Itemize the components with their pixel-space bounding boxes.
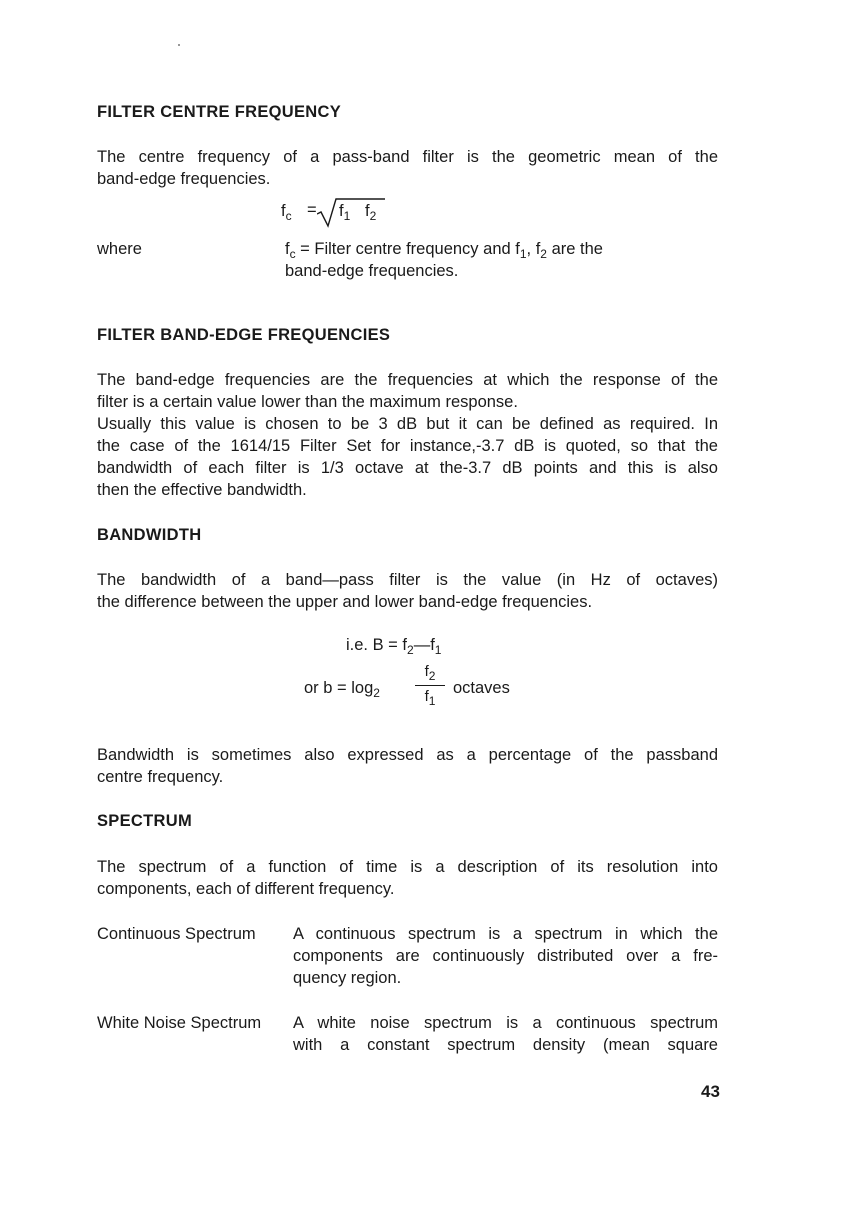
band-edge-line-1: The band-edge frequencies are the frequencies at which the response of the <box>97 371 718 389</box>
heading-centre-frequency: FILTER CENTRE FREQUENCY <box>97 103 342 121</box>
bandwidth-para-line-2: the difference between the upper and lower band-edge frequencies. <box>97 593 593 611</box>
centre-definition-line-2: band-edge frequencies. <box>285 262 459 280</box>
centre-definition-line-1: $f_c$ = Filter centre frequency and $f_1$, $f_2$ are the <box>285 240 603 261</box>
page-number: 43 <box>701 1082 720 1101</box>
fraction-numerator: $f_2$ <box>424 663 436 683</box>
band-edge-line-3: Usually this value is chosen to be 3 dB but it can be defined as required. In <box>97 415 718 433</box>
bandwidth-para-line-1: The bandwidth of a band—pass filter is the value (in Hz of octaves) <box>97 571 718 589</box>
bandwidth-equation-2: or $b = \log_2$ $f_2$ $f_1$ octaves <box>304 663 510 708</box>
heading-band-edge-frequencies: FILTER BAND-EDGE FREQUENCIES <box>97 326 391 344</box>
continuous-spectrum-def-line-2: components are continuously distributed over a fre- <box>293 947 718 965</box>
continuous-spectrum-def-line-3: quency region. <box>293 969 402 987</box>
centre-para-line-1: The centre frequency of a pass-band filter is the geometric mean of the <box>97 148 718 166</box>
spectrum-para-line-2: components, each of different frequency. <box>97 880 395 898</box>
band-edge-line-4: the case of the 1614/15 Filter Set for instance,-3.7 dB is quoted, so that the <box>97 437 718 455</box>
band-edge-line-2: filter is a certain value lower than the maximum response. <box>97 393 518 411</box>
band-edge-line-5: bandwidth of each filter is 1/3 octave at the-3.7 dB points and this is also <box>97 459 718 477</box>
centre-para-line-2: band-edge frequencies. <box>97 170 271 188</box>
bandwidth-note-line-1: Bandwidth is sometimes also expressed as a percentage of the passband <box>97 746 718 764</box>
scan-speck <box>178 44 180 46</box>
centre-frequency-formula: $f_c$ = $f_1$ $f_2$ <box>281 198 391 228</box>
bandwidth-equation-1: i.e. $B = f_2—f_1$ <box>346 636 442 657</box>
bandwidth-note-line-2: centre frequency. <box>97 768 224 786</box>
continuous-spectrum-def-line-1: A continuous spectrum is a spectrum in which the <box>293 925 718 943</box>
heading-spectrum: SPECTRUM <box>97 812 192 830</box>
white-noise-spectrum-def-line-1: A white noise spectrum is a continuous spectrum <box>293 1014 718 1032</box>
square-root-sign <box>317 198 387 228</box>
fraction-bar <box>415 685 445 686</box>
term-white-noise-spectrum: White Noise Spectrum <box>97 1014 262 1032</box>
heading-bandwidth: BANDWIDTH <box>97 526 202 544</box>
fraction-denominator: $f_1$ <box>424 688 436 708</box>
term-continuous-spectrum: Continuous Spectrum <box>97 925 256 943</box>
white-noise-spectrum-def-line-2: with a constant spectrum density (mean square <box>293 1036 718 1054</box>
where-label: where <box>97 240 142 258</box>
band-edge-line-6: then the effective bandwidth. <box>97 481 307 499</box>
spectrum-para-line-1: The spectrum of a function of time is a description of its resolution into <box>97 858 718 876</box>
